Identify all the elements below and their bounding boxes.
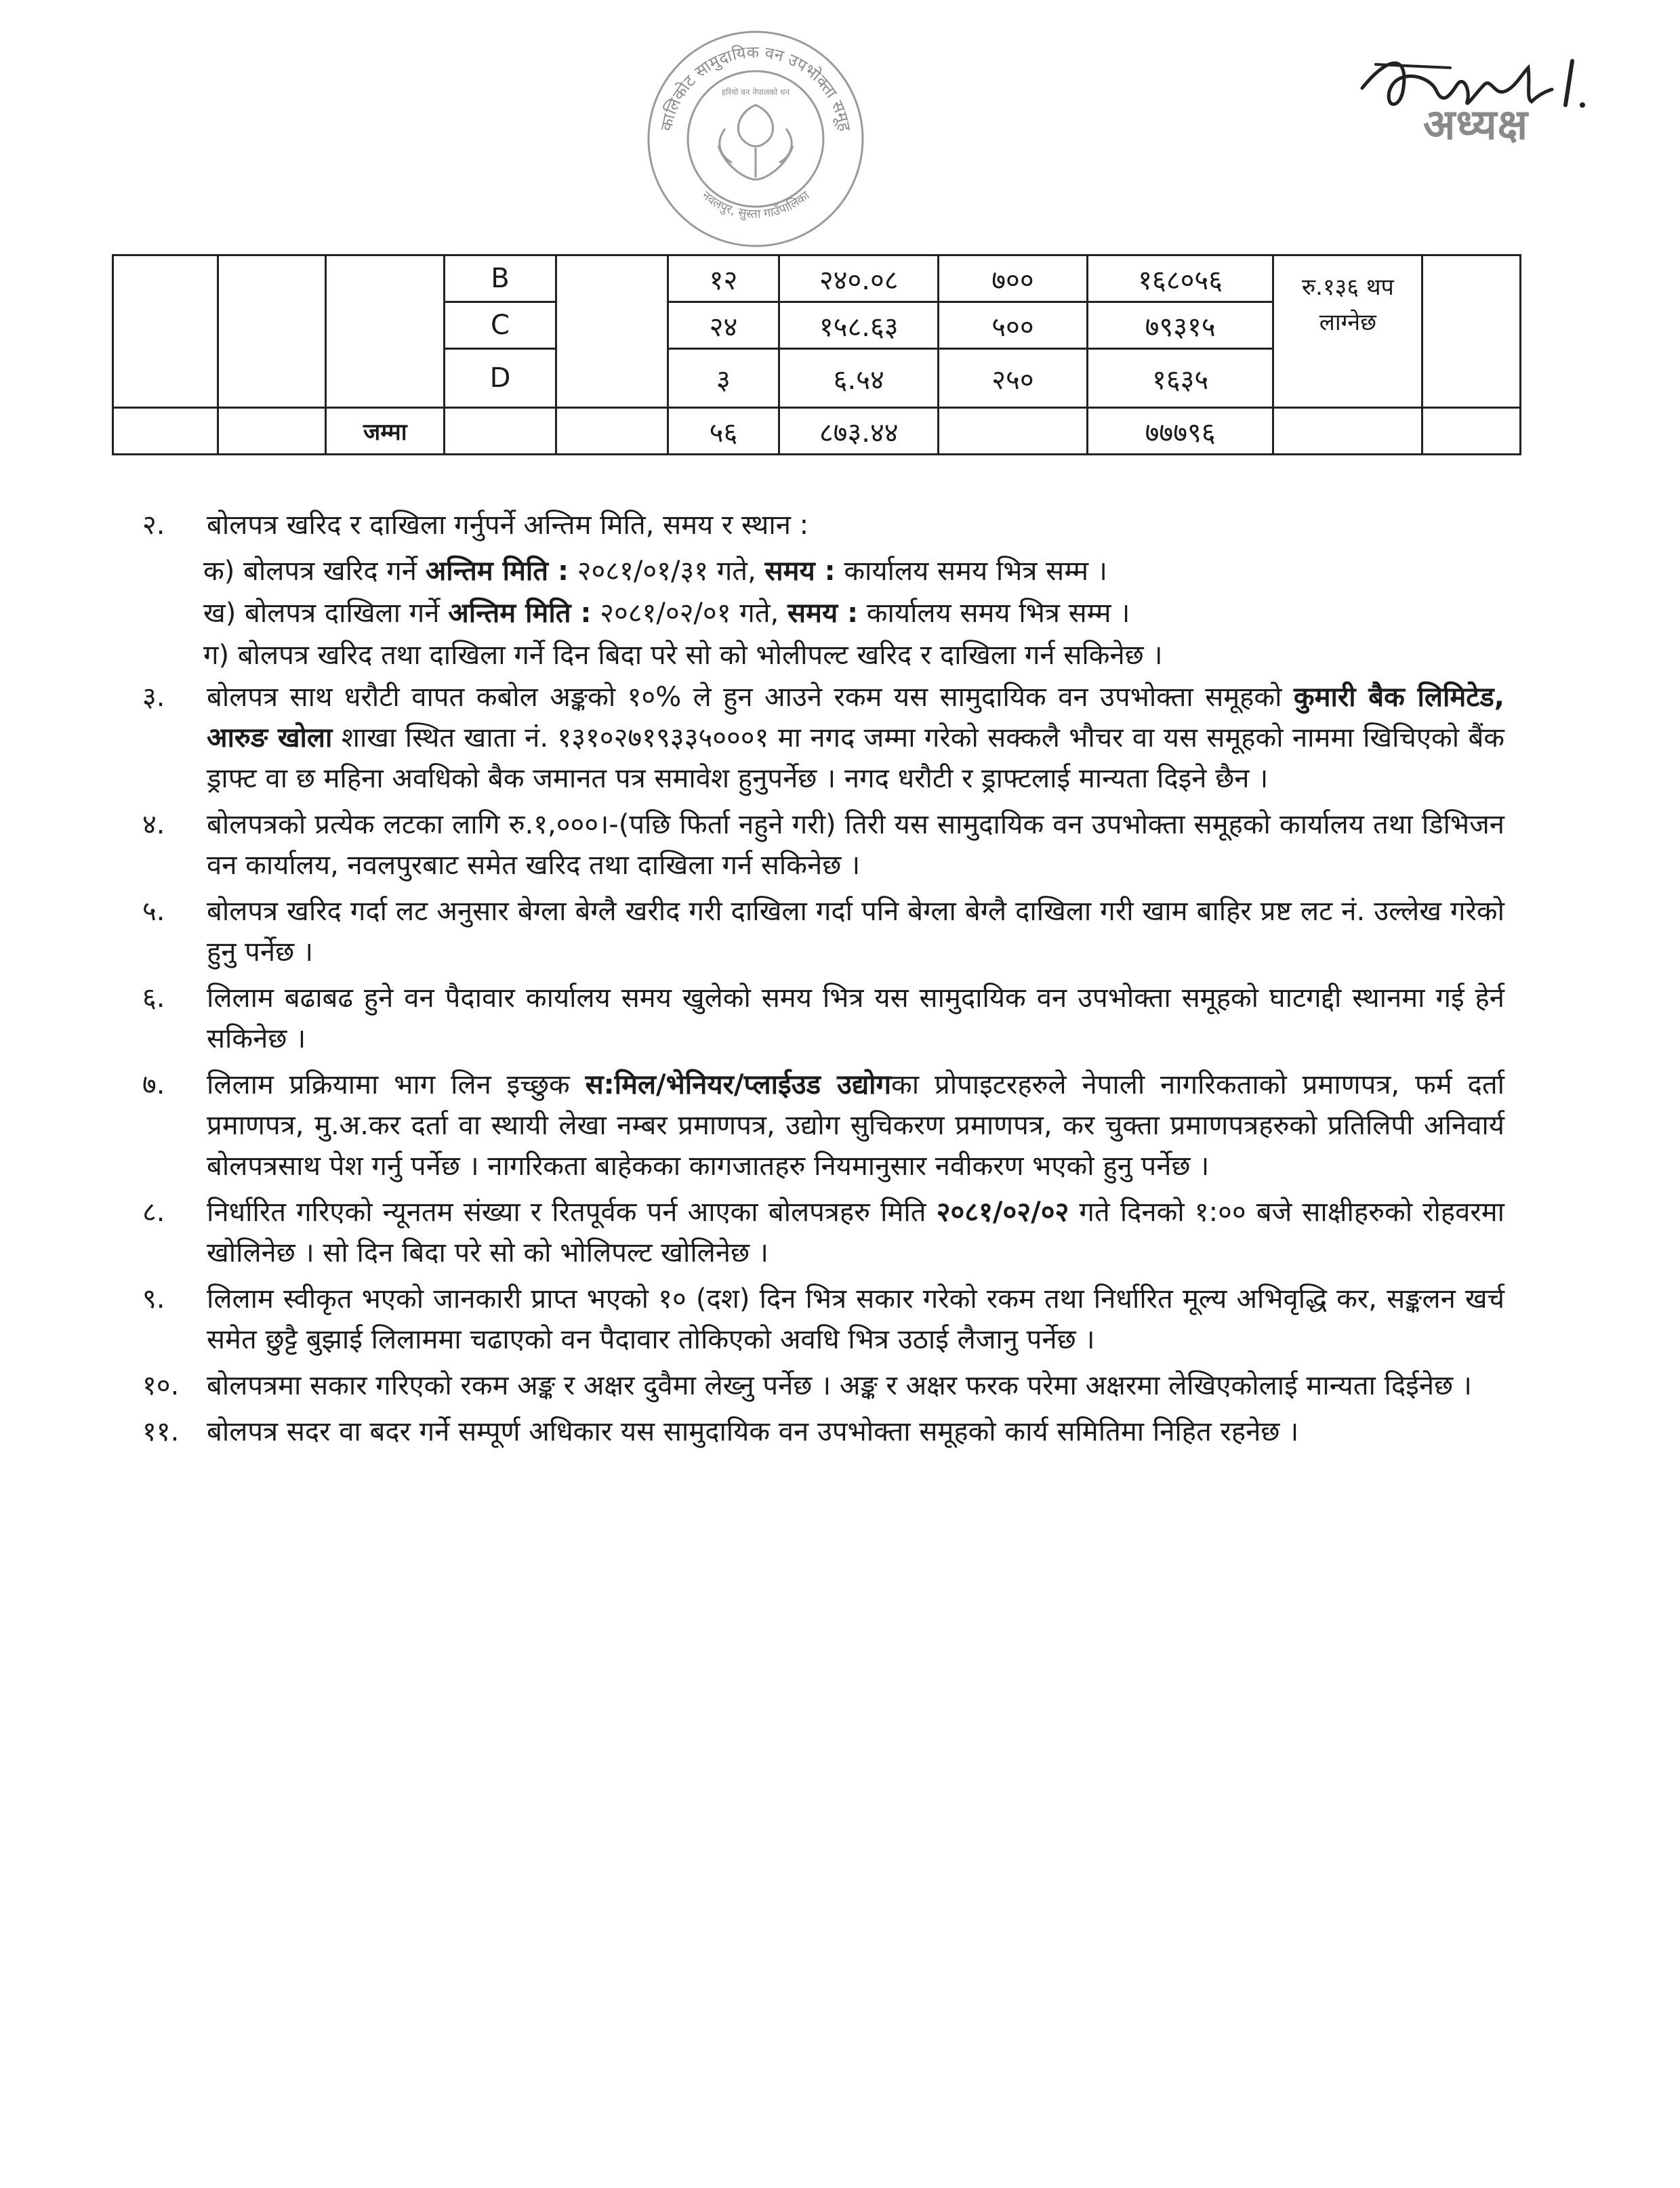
clause-text: बोलपत्रमा सकार गरिएको रकम अङ्क र अक्षर दुवैमा लेख्नु पर्नेछ । अङ्क र अक्षर फरक परेमा अक्षरमा लेखिएकोलाई मान्यता दिईनेछ । bbox=[207, 1370, 1472, 1401]
bank-name: कुमारी बैक लिमिटेड, आरुङ खोला bbox=[207, 682, 1504, 754]
lot-cell: C bbox=[445, 302, 556, 349]
industry-type: स:मिल/भेनियर/प्लाईउड उद्योग bbox=[585, 1069, 892, 1100]
clause-text: बोलपत्र सदर वा बदर गर्ने सम्पूर्ण अधिकार यस सामुदायिक वन उपभोक्ता समूहको कार्य समितिमा निहित रहनेछ । bbox=[207, 1416, 1299, 1447]
sub-clause-ga: ग) बोलपत्र खरिद तथा दाखिला गर्ने दिन बिदा परे सो को भोलीपल्ट खरिद र दाखिला गर्न सकिनेछ । bbox=[203, 640, 1163, 671]
clause-number: १०. bbox=[142, 1370, 180, 1401]
opening-date: २०८१/०२/०२ bbox=[936, 1197, 1069, 1228]
clause-number: ५. bbox=[142, 896, 165, 927]
clause-number: ४. bbox=[142, 809, 165, 840]
clause-8 bbox=[142, 1192, 1504, 1273]
time-text: कार्यालय समय भित्र सम्म । bbox=[858, 598, 1130, 629]
clause-text: का प्रोपाइटरहरुले नेपाली नागरिकताको प्रमाणपत्र, फर्म दर्ता प्रमाणपत्र, मु.अ.कर दर्ता वा स्थायी लेखा नम्बर प्रमाणपत्र, उद्योग सुचिकरण प्रमाणपत्र, कर चुक्ता प्रमाणपत्रहरुको प्रतिलिपी अनिवार्य बोलपत्रसाथ पेश गर्नु पर्नेछ । नागरिकता बाहेकका कागजातहरु नियमानुसार नवीकरण भएको हुनु पर्नेछ । bbox=[207, 1069, 1504, 1182]
clause-11 bbox=[142, 1411, 1504, 1452]
clause-4 bbox=[142, 804, 1504, 886]
rate-cell: ५०० bbox=[939, 302, 1088, 349]
volume-cell: ६.५४ bbox=[779, 349, 939, 408]
clause-6 bbox=[142, 978, 1504, 1059]
sub-clause-text: ख) बोलपत्र दाखिला गर्ने bbox=[203, 598, 449, 629]
deadline-label: अन्तिम मिति : bbox=[425, 556, 569, 587]
deadline-label: अन्तिम मिति : bbox=[448, 598, 592, 629]
clause-text: बोलपत्रको प्रत्येक लटका लागि रु.१,०००।-(पछि फिर्ता नहुने गरी) तिरी यस सामुदायिक वन उपभोक्ता समूहको कार्यालय तथा डिभिजन वन कार्यालय, नवलपुरबाट समेत खरिद तथा दाखिला गर्न सकिनेछ । bbox=[207, 809, 1504, 881]
volume-cell: १५८.६३ bbox=[779, 302, 939, 349]
clause-number: ९. bbox=[142, 1283, 165, 1315]
clause-text: लिलाम स्वीकृत भएको जानकारी प्राप्त भएको १० (दश) दिन भित्र सकार गरेको रकम तथा निर्धारित मूल्य अभिवृद्धि कर, सङ्कलन खर्च समेत छुट्टै बुझाई लिलाममा चढाएको वन पैदावार तोकिएको अवधि भित्र उठाई लैजानु पर्नेछ । bbox=[207, 1283, 1504, 1355]
rate-cell: ७०० bbox=[939, 255, 1088, 302]
clause-text: लिलाम प्रक्रियामा भाग लिन इच्छुक bbox=[207, 1069, 586, 1100]
deadline-date: २०८१/०२/०१ गते, bbox=[591, 598, 787, 629]
table-row bbox=[113, 255, 1521, 302]
seal-stamp bbox=[644, 27, 867, 251]
clause-text: बोलपत्र खरिद र दाखिला गर्नुपर्ने अन्तिम मिति, समय र स्थान : bbox=[207, 510, 809, 541]
seal-emblem-icon bbox=[718, 105, 793, 180]
clause-9 bbox=[142, 1279, 1504, 1360]
clause-list bbox=[142, 505, 1504, 1458]
time-text: कार्यालय समय भित्र सम्म । bbox=[835, 556, 1107, 587]
qty-cell: २४ bbox=[668, 302, 779, 349]
clause-number: ८. bbox=[142, 1197, 165, 1228]
clause-5 bbox=[142, 891, 1504, 972]
qty-cell: ३ bbox=[668, 349, 779, 408]
total-amount: ७७७९६ bbox=[1087, 408, 1273, 455]
sub-clause-kha bbox=[203, 593, 1504, 634]
clause-number: ७. bbox=[142, 1069, 165, 1100]
clause-number: ६. bbox=[142, 983, 165, 1014]
time-label: समय : bbox=[764, 556, 836, 587]
qty-cell: १२ bbox=[668, 255, 779, 302]
clause-number: २. bbox=[142, 510, 165, 541]
clause-text: बोलपत्र साथ धरौटी वापत कबोल अङ्कको १०% ले हुन आउने रकम यस सामुदायिक वन उपभोक्ता समूहको bbox=[207, 682, 1294, 713]
note-cell: रु.१३६ थप लाग्नेछ bbox=[1273, 255, 1422, 408]
lot-cell: D bbox=[445, 349, 556, 408]
sub-clause-text: क) बोलपत्र खरिद गर्ने bbox=[203, 556, 426, 587]
seal-text-bottom: नवलपुर, सुस्ता गाउँपालिका bbox=[699, 188, 813, 222]
time-label: समय : bbox=[787, 598, 859, 629]
lot-cell: B bbox=[445, 255, 556, 302]
clause-10 bbox=[142, 1365, 1504, 1406]
volume-cell: २४०.०८ bbox=[779, 255, 939, 302]
clause-2 bbox=[142, 505, 1504, 545]
clause-3 bbox=[142, 677, 1504, 799]
seal-motto: हरियो वन नेपालको धन bbox=[721, 87, 790, 97]
total-label: जम्मा bbox=[326, 408, 445, 455]
clause-text: लिलाम बढाबढ हुने वन पैदावार कार्यालय समय खुलेको समय भित्र यस सामुदायिक वन उपभोक्ता समूहको घाटगद्दी स्थानमा गई हेर्न सकिनेछ । bbox=[207, 983, 1504, 1054]
rate-cell: २५० bbox=[939, 349, 1088, 408]
amount-cell: ७९३१५ bbox=[1087, 302, 1273, 349]
deadline-date: २०८१/०१/३१ गते, bbox=[568, 556, 765, 587]
clause-text: गते दिनको १:०० बजे साक्षीहरुको रोहवरमा खोलिनेछ । सो दिन बिदा परे सो को भोलिपल्ट खोलिनेछ । bbox=[207, 1197, 1505, 1268]
clause-text: बोलपत्र खरिद गर्दा लट अनुसार बेग्ला बेग्लै खरीद गरी दाखिला गर्दा पनि बेग्ला बेग्लै दाखिला गरी खाम बाहिर प्रष्ट लट नं. उल्लेख गरेको हुनु पर्नेछ । bbox=[207, 896, 1504, 968]
clause-number: ३. bbox=[142, 682, 165, 713]
amount-cell: १६८०५६ bbox=[1087, 255, 1273, 302]
clause-7 bbox=[142, 1065, 1504, 1186]
clause-text: निर्धारित गरिएको न्यूनतम संख्या र रितपूर्वक पर्न आएका बोलपत्रहरु मिति bbox=[207, 1197, 937, 1228]
seal-text-top: कालिकोट सामुदायिक वन उपभोक्ता समूह bbox=[656, 42, 855, 133]
total-qty: ५६ bbox=[668, 408, 779, 455]
amount-cell: १६३५ bbox=[1087, 349, 1273, 408]
signature-title: अध्यक्ष bbox=[1423, 100, 1529, 149]
clause-number: ११. bbox=[142, 1416, 180, 1447]
lot-table bbox=[112, 254, 1521, 455]
table-total-row bbox=[113, 408, 1521, 455]
clause-text: शाखा स्थित खाता नं. १३१०२७१९३३५०००१ मा नगद जम्मा गरेको सक्कलै भौचर वा यस समूहको नाममा खिचिएको बैंक ड्राफ्ट वा छ महिना अवधिको बैक जमानत पत्र समावेश हुनुपर्नेछ । नगद धरौटी र ड्राफ्टलाई मान्यता दिइने छैन । bbox=[207, 722, 1505, 794]
sub-clause-ka bbox=[203, 551, 1504, 592]
total-volume: ८७३.४४ bbox=[779, 408, 939, 455]
